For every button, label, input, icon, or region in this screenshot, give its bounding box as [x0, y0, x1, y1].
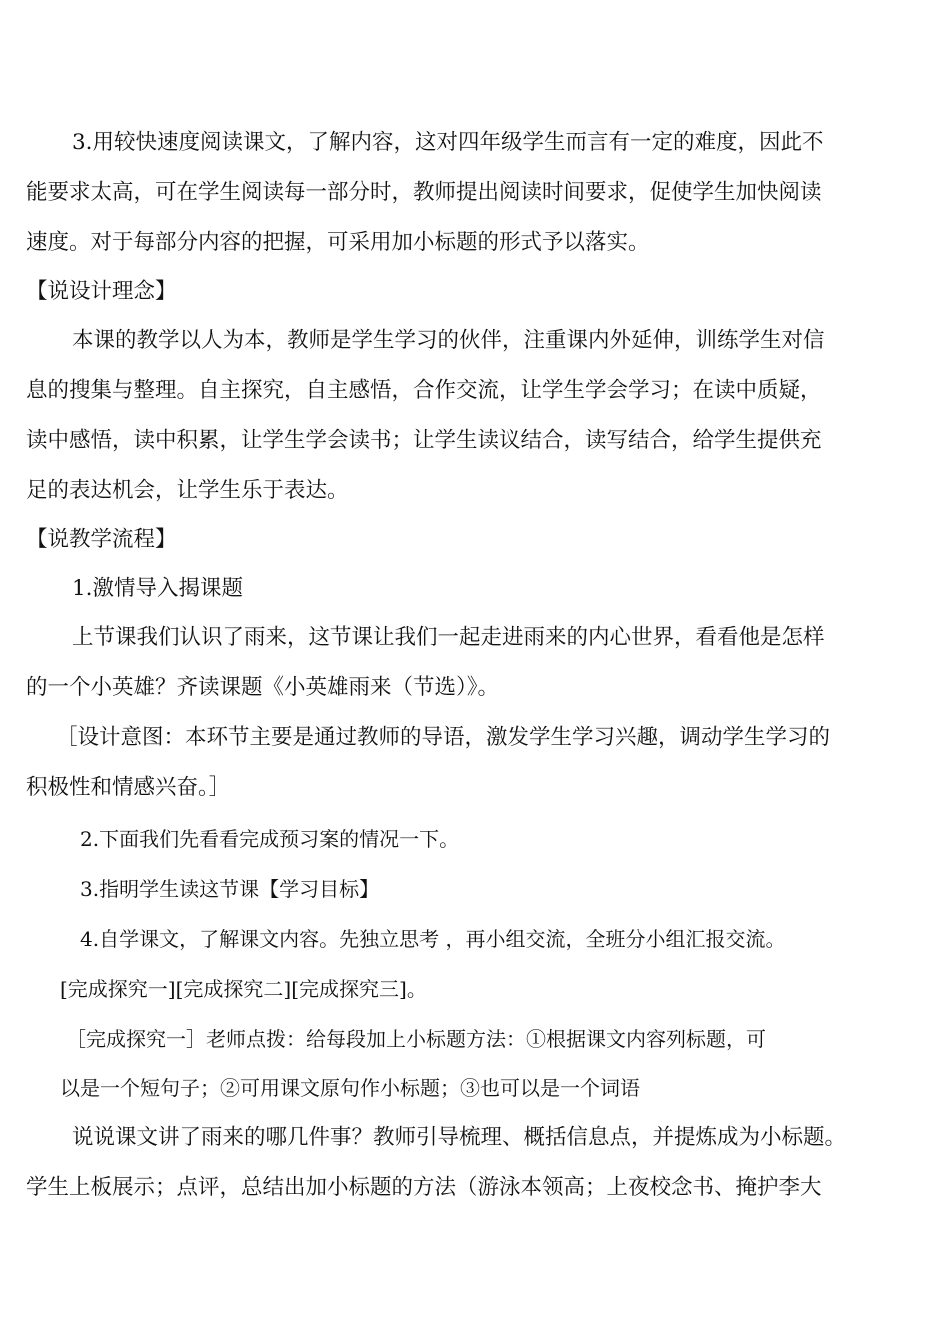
text-line: 学生上板展示；点评，总结出加小标题的方法（游泳本领高；上夜校念书、掩护李大	[26, 1175, 822, 1200]
text-line: 足的表达机会，让学生乐于表达。	[26, 478, 349, 503]
step-title: 1.激情导入揭课题	[72, 576, 244, 601]
text-line: [完成探究一][完成探究二][完成探究三]。	[60, 977, 427, 1001]
text-line: 的一个小英雄？齐读课题《小英雄雨来（节选）》。	[26, 675, 500, 700]
text-line: 说说课文讲了雨来的哪几件事？教师引导梳理、概括信息点，并提炼成为小标题。	[72, 1125, 847, 1150]
section-heading: 【说教学流程】	[26, 527, 177, 552]
text-line: 3.用较快速度阅读课文，了解内容，这对四年级学生而言有一定的难度，因此不	[72, 130, 824, 155]
text-line: 上节课我们认识了雨来，这节课让我们一起走进雨来的内心世界，看看他是怎样	[72, 625, 825, 650]
text-line: 息的搜集与整理。自主探究，自主感悟，合作交流，让学生学会学习；在读中质疑，	[26, 378, 822, 403]
text-line: 以是一个短句子；②可用课文原句作小标题；③也可以是一个词语	[60, 1076, 640, 1100]
text-line: 本课的教学以人为本，教师是学生学习的伙伴，注重课内外延伸，训练学生对信	[72, 328, 825, 353]
text-line: 速度。对于每部分内容的把握，可采用加小标题的形式予以落实。	[26, 230, 650, 255]
step-title: 4.自学课文，了解课文内容。先独立思考 ，再小组交流，全班分小组汇报交流。	[80, 927, 786, 951]
design-intent-note: 积极性和情感兴奋。］	[26, 775, 231, 800]
section-heading: 【说设计理念】	[26, 279, 177, 304]
step-title: 3.指明学生读这节课【学习目标】	[80, 877, 380, 901]
design-intent-note: ［设计意图：本环节主要是通过教师的导语，激发学生学习兴趣，调动学生学习的	[56, 725, 831, 750]
text-line: 能要求太高，可在学生阅读每一部分时，教师提出阅读时间要求，促使学生加快阅读	[26, 180, 822, 205]
step-title: 2.下面我们先看看完成预习案的情况一下。	[80, 827, 460, 851]
text-line: ［完成探究一］老师点拨：给每段加上小标题方法：①根据课文内容列标题，可	[66, 1027, 766, 1051]
text-line: 读中感悟，读中积累，让学生学会读书；让学生读议结合，读写结合，给学生提供充	[26, 428, 822, 453]
